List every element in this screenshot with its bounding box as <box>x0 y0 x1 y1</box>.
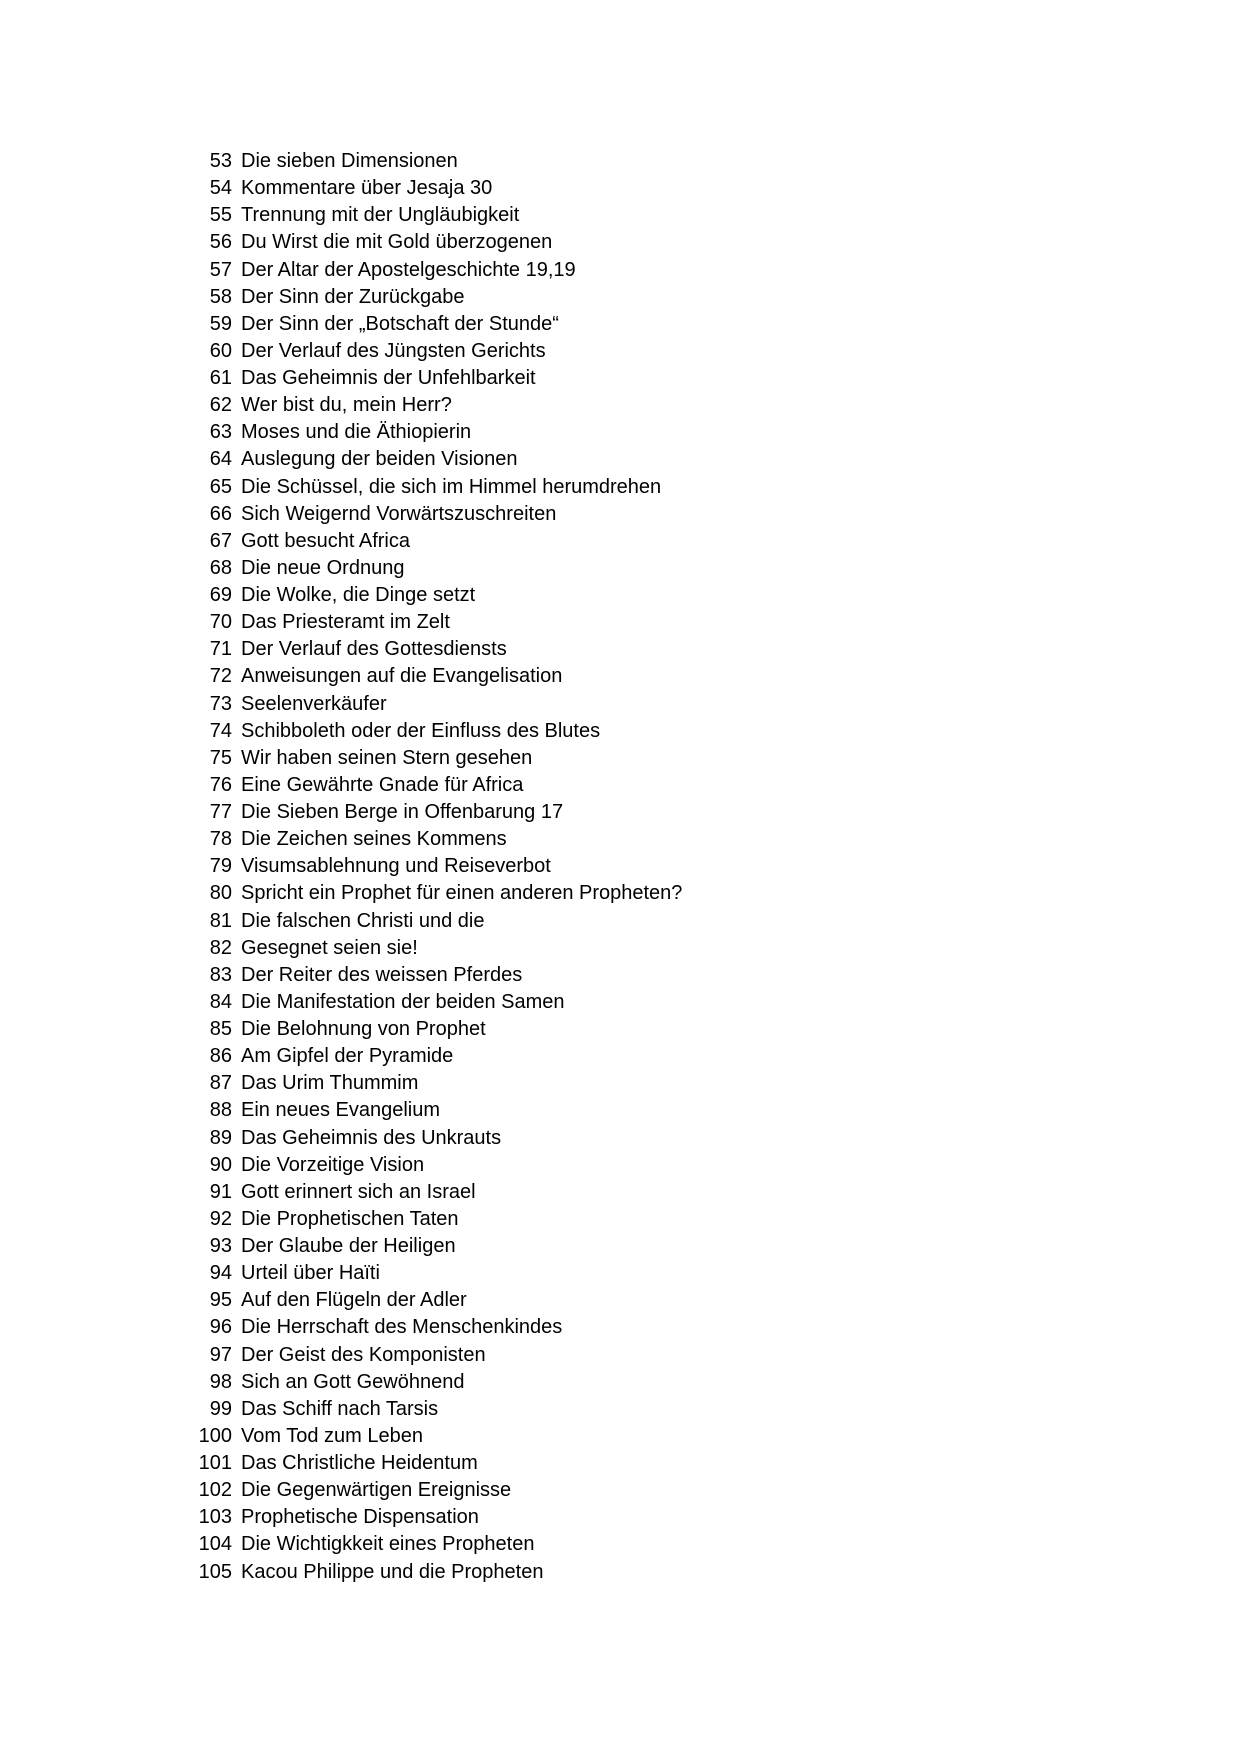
entry-title: Ein neues Evangelium <box>241 1099 441 1122</box>
entry-title: Urteil über Haïti <box>241 1262 380 1285</box>
entry-title: Das Urim Thummim <box>241 1072 419 1095</box>
entry-title: Prophetische Dispensation <box>241 1506 479 1529</box>
entry-number: 80 <box>209 882 232 905</box>
entry-title: Gott erinnert sich an Israel <box>241 1180 476 1203</box>
entry-number: 66 <box>209 502 232 525</box>
entry-title: Seelenverkäufer <box>241 692 387 715</box>
entry-number: 69 <box>209 584 232 606</box>
entry-title: Der Sinn der Zurückgabe <box>241 285 465 308</box>
entry-number: 61 <box>209 367 232 389</box>
list-item <box>196 257 682 284</box>
list-item <box>196 1287 682 1314</box>
list-item <box>196 474 682 501</box>
list-item <box>196 284 682 311</box>
entry-title: Die Schüssel, die sich im Himmel herumdrehen <box>241 475 662 498</box>
list-item <box>196 1396 682 1423</box>
entry-title: Die Prophetischen Taten <box>241 1207 459 1230</box>
entry-number: 74 <box>209 719 232 742</box>
entry-number: 53 <box>209 150 232 172</box>
list-item <box>196 636 682 663</box>
entry-number: 67 <box>209 529 232 552</box>
entry-number: 60 <box>209 339 232 362</box>
list-item <box>196 880 682 907</box>
list-item <box>196 1179 682 1206</box>
entry-title: Die Gegenwärtigen Ereignisse <box>241 1479 512 1502</box>
list-item <box>196 1206 682 1233</box>
list-item <box>196 935 682 962</box>
list-item <box>196 202 682 229</box>
entry-number: 93 <box>209 1235 232 1257</box>
list-item <box>196 1531 682 1558</box>
list-item <box>196 311 682 338</box>
entry-title: Die Manifestation der beiden Samen <box>241 990 565 1013</box>
entry-number: 85 <box>209 1018 232 1040</box>
entry-number: 56 <box>209 231 232 254</box>
list-item <box>196 826 682 853</box>
list-item <box>196 1152 682 1179</box>
list-item <box>196 962 682 989</box>
list-item <box>196 175 682 202</box>
list-item <box>196 853 682 880</box>
entry-number: 87 <box>209 1072 232 1095</box>
list-item <box>196 365 682 392</box>
entry-title: Wer bist du, mein Herr? <box>241 394 452 417</box>
entry-number: 58 <box>209 285 232 308</box>
entry-number: 71 <box>209 638 232 661</box>
entry-title: Der Glaube der Heiligen <box>241 1235 456 1257</box>
list-item <box>196 392 682 419</box>
list-item <box>196 1260 682 1287</box>
entry-number: 73 <box>209 692 232 715</box>
list-item <box>196 528 682 555</box>
entry-number: 81 <box>209 909 232 932</box>
entry-title: Das Geheimnis der Unfehlbarkeit <box>241 367 536 389</box>
entry-title: Wir haben seinen Stern gesehen <box>241 746 533 769</box>
list-item <box>196 1043 682 1070</box>
entry-title: Die falschen Christi und die <box>241 909 485 932</box>
entry-number: 79 <box>209 855 232 878</box>
entry-number: 91 <box>209 1180 232 1203</box>
list-item <box>196 1369 682 1396</box>
list-item <box>196 1070 682 1097</box>
entry-title: Spricht ein Prophet für einen anderen Propheten? <box>241 882 683 905</box>
list-item <box>196 229 682 256</box>
list-item <box>196 799 682 826</box>
entry-title: Sich an Gott Gewöhnend <box>241 1370 465 1393</box>
entry-title: Sich Weigernd Vorwärtszuschreiten <box>241 502 557 525</box>
entry-title: Der Reiter des weissen Pferdes <box>241 963 523 986</box>
entry-number: 83 <box>209 963 232 986</box>
entry-number: 86 <box>209 1045 232 1068</box>
entry-title: Gott besucht Africa <box>241 529 410 552</box>
entry-title: Der Sinn der „Botschaft der Stunde“ <box>241 312 559 335</box>
entry-title: Anweisungen auf die Evangelisation <box>241 665 563 688</box>
entry-number: 103 <box>198 1506 232 1529</box>
entry-number: 62 <box>209 394 232 417</box>
entry-title: Kommentare über Jesaja 30 <box>241 177 493 200</box>
list-item <box>196 1504 682 1531</box>
entry-title: Kacou Philippe und die Propheten <box>241 1560 544 1583</box>
entry-number: 96 <box>209 1316 232 1339</box>
entry-title: Das Geheimnis des Unkrauts <box>241 1126 502 1149</box>
list-item <box>196 1233 682 1260</box>
entry-number: 77 <box>209 801 232 823</box>
entry-number: 78 <box>209 828 232 851</box>
list-item <box>196 555 682 582</box>
entry-title: Das Christliche Heidentum <box>241 1452 478 1474</box>
list-item <box>196 772 682 799</box>
list-item <box>196 446 682 473</box>
list-item <box>196 1016 682 1043</box>
entry-number: 72 <box>209 665 232 688</box>
entry-title: Die Sieben Berge in Offenbarung 17 <box>241 801 564 823</box>
entry-number: 100 <box>198 1424 232 1447</box>
entry-title: Der Verlauf des Jüngsten Gerichts <box>241 339 546 362</box>
list-item <box>196 1314 682 1341</box>
list-item <box>196 1450 682 1477</box>
entry-number: 92 <box>209 1207 232 1230</box>
list-item <box>196 908 682 935</box>
entry-number: 84 <box>209 990 232 1013</box>
list-item <box>196 1342 682 1369</box>
entry-title: Am Gipfel der Pyramide <box>241 1045 454 1068</box>
list-item <box>196 419 682 446</box>
entry-number: 55 <box>209 204 232 227</box>
entry-title: Der Altar der Apostelgeschichte 19,19 <box>241 258 576 281</box>
entry-number: 76 <box>209 773 232 796</box>
entry-title: Die Herrschaft des Menschenkindes <box>241 1316 563 1339</box>
entry-title: Das Schiff nach Tarsis <box>241 1397 439 1420</box>
entry-number: 88 <box>209 1099 232 1122</box>
entry-title: Der Geist des Komponisten <box>241 1343 486 1366</box>
entry-title: Die Belohnung von Prophet <box>241 1018 486 1040</box>
entry-number: 89 <box>209 1126 232 1149</box>
entry-number: 104 <box>198 1533 232 1556</box>
list-item <box>196 609 682 636</box>
entry-title: Das Priesteramt im Zelt <box>241 611 450 634</box>
list-item <box>196 989 682 1016</box>
list-item <box>196 1097 682 1124</box>
list-item <box>196 1477 682 1504</box>
entry-title: Der Verlauf des Gottesdiensts <box>241 638 507 661</box>
entry-number: 68 <box>209 556 232 579</box>
entry-title: Auslegung der beiden Visionen <box>241 448 518 471</box>
entry-number: 82 <box>209 936 232 959</box>
list-item <box>196 718 682 745</box>
entry-title: Die Zeichen seines Kommens <box>241 828 507 851</box>
entry-number: 75 <box>209 746 232 769</box>
entry-number: 95 <box>209 1289 232 1312</box>
list-item <box>196 338 682 365</box>
entry-title: Vom Tod zum Leben <box>241 1424 423 1447</box>
list-item <box>196 691 682 718</box>
entry-title: Visumsablehnung und Reiseverbot <box>241 855 551 878</box>
entry-title: Auf den Flügeln der Adler <box>241 1289 467 1312</box>
list-item <box>196 1423 682 1450</box>
entry-number: 90 <box>209 1153 232 1176</box>
entry-number: 65 <box>209 475 232 498</box>
entry-title: Die sieben Dimensionen <box>241 150 458 172</box>
entry-number: 101 <box>198 1452 232 1474</box>
table-of-contents-list <box>196 148 682 1586</box>
entry-number: 57 <box>209 258 232 281</box>
entry-number: 99 <box>209 1397 232 1420</box>
entry-number: 102 <box>198 1479 232 1502</box>
entry-title: Die neue Ordnung <box>241 556 405 579</box>
list-item <box>196 663 682 690</box>
entry-number: 97 <box>209 1343 232 1366</box>
list-item <box>196 745 682 772</box>
list-item <box>196 1559 682 1586</box>
list-item <box>196 501 682 528</box>
entry-number: 64 <box>209 448 232 471</box>
entry-title: Gesegnet seien sie! <box>241 936 418 959</box>
list-item <box>196 582 682 609</box>
entry-title: Die Wichtigkkeit eines Propheten <box>241 1533 535 1556</box>
entry-title: Trennung mit der Ungläubigkeit <box>241 204 520 227</box>
entry-number: 94 <box>209 1262 232 1285</box>
entry-number: 59 <box>209 312 232 335</box>
entry-number: 63 <box>209 421 232 444</box>
entry-number: 105 <box>198 1560 232 1583</box>
entry-number: 98 <box>209 1370 232 1393</box>
entry-title: Die Vorzeitige Vision <box>241 1153 425 1176</box>
entry-number: 70 <box>209 611 232 634</box>
list-item <box>196 1125 682 1152</box>
entry-title: Du Wirst die mit Gold überzogenen <box>241 231 553 254</box>
entry-title: Eine Gewährte Gnade für Africa <box>241 773 524 796</box>
entry-number: 54 <box>209 177 232 200</box>
list-item <box>196 148 682 175</box>
entry-title: Schibboleth oder der Einfluss des Blutes <box>241 719 601 742</box>
entry-title: Moses und die Äthiopierin <box>241 421 472 444</box>
entry-title: Die Wolke, die Dinge setzt <box>241 584 476 606</box>
